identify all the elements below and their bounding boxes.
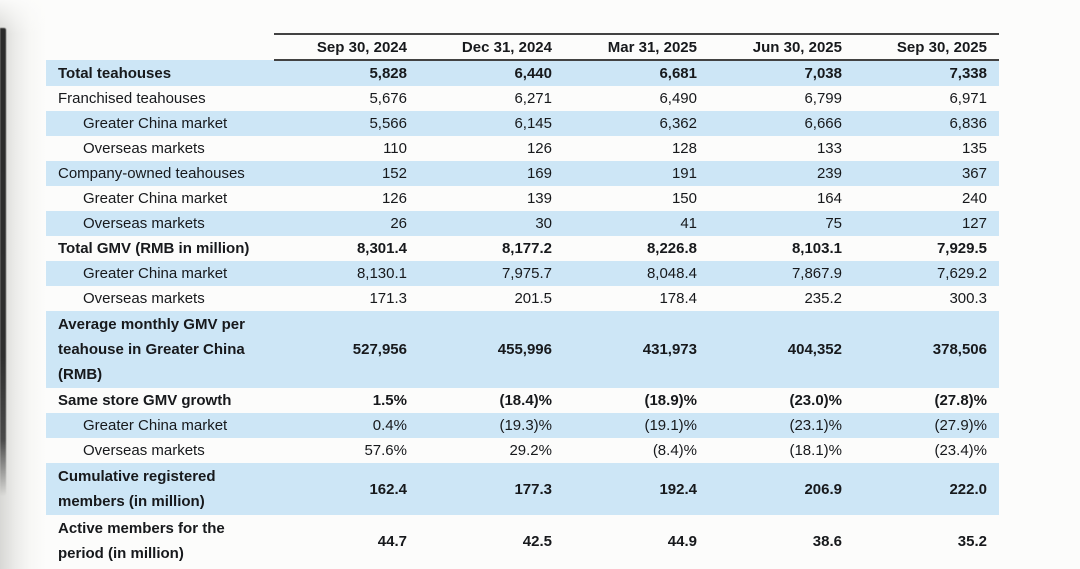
cell-value: 6,271 bbox=[514, 90, 552, 107]
cell-value: 6,971 bbox=[949, 90, 987, 107]
cell-value: 8,130.1 bbox=[356, 265, 407, 282]
row-label: Total teahouses bbox=[58, 64, 172, 82]
cell-value: 300.3 bbox=[949, 290, 987, 307]
cell-value: 110 bbox=[383, 140, 407, 157]
cell-value: 5,676 bbox=[369, 90, 407, 107]
cell-value: 8,226.8 bbox=[646, 240, 697, 257]
cell-value: 152 bbox=[381, 165, 407, 182]
row-label: Average monthly GMV per teahouse in Greater China (RMB) bbox=[58, 316, 245, 383]
cell-value: 5,566 bbox=[369, 115, 407, 132]
cell-value: 1.5% bbox=[372, 392, 407, 409]
cell-value: 191 bbox=[671, 165, 697, 182]
column-header: Mar 31, 2025 bbox=[564, 34, 709, 60]
cell-value: (18.1)% bbox=[789, 442, 842, 459]
table-row bbox=[46, 438, 999, 463]
table-row bbox=[46, 60, 999, 86]
cell-value: 30 bbox=[535, 215, 552, 232]
quarterly-metrics-table bbox=[46, 33, 999, 567]
cell-value: 206.9 bbox=[804, 480, 842, 498]
cell-value: 7,929.5 bbox=[936, 240, 987, 257]
cell-value: 6,362 bbox=[659, 115, 697, 132]
cell-value: 41 bbox=[680, 215, 697, 232]
table-row bbox=[46, 211, 999, 236]
header-row bbox=[46, 34, 999, 60]
cell-value: 6,145 bbox=[514, 115, 552, 132]
cell-value: 240 bbox=[961, 190, 987, 207]
cell-value: 150 bbox=[671, 190, 697, 207]
cell-value: 7,629.2 bbox=[936, 265, 987, 282]
cell-value: (19.1)% bbox=[644, 417, 697, 434]
table-row bbox=[46, 286, 999, 311]
page-left-edge-line bbox=[0, 28, 6, 496]
row-label: Active members for the period (in million) bbox=[58, 520, 225, 562]
table-row bbox=[46, 86, 999, 111]
cell-value: 455,996 bbox=[497, 341, 552, 358]
cell-value: 8,103.1 bbox=[791, 240, 842, 257]
cell-value: 8,048.4 bbox=[646, 265, 697, 282]
cell-value: 171.3 bbox=[369, 290, 407, 307]
table-row bbox=[46, 515, 999, 567]
page-left-edge-highlight bbox=[0, 0, 46, 34]
table-row bbox=[46, 463, 999, 515]
row-label: Same store GMV growth bbox=[58, 392, 232, 409]
row-label: Overseas markets bbox=[83, 140, 205, 157]
column-header: Sep 30, 2025 bbox=[854, 34, 999, 60]
cell-value: 139 bbox=[526, 190, 552, 207]
table-row bbox=[46, 186, 999, 211]
cell-value: 192.4 bbox=[659, 480, 697, 498]
cell-value: 201.5 bbox=[514, 290, 552, 307]
cell-value: 6,799 bbox=[804, 90, 842, 107]
cell-value: 35.2 bbox=[957, 532, 987, 550]
cell-value: 6,681 bbox=[659, 65, 697, 82]
row-label: Company-owned teahouses bbox=[58, 165, 245, 182]
cell-value: 6,666 bbox=[804, 115, 842, 132]
cell-value: (23.1)% bbox=[789, 417, 842, 434]
cell-value: 7,975.7 bbox=[501, 265, 552, 282]
cell-value: 133 bbox=[816, 140, 842, 157]
row-label: Total GMV (RMB in million) bbox=[58, 240, 250, 257]
table-body bbox=[46, 60, 999, 567]
row-label: Overseas markets bbox=[83, 290, 205, 307]
cell-value: 7,338 bbox=[949, 65, 987, 82]
cell-value: 367 bbox=[961, 165, 987, 182]
cell-value: 7,867.9 bbox=[791, 265, 842, 282]
column-header: Jun 30, 2025 bbox=[709, 34, 854, 60]
cell-value: 178.4 bbox=[659, 290, 697, 307]
cell-value: 164 bbox=[816, 190, 842, 207]
cell-value: 38.6 bbox=[812, 532, 842, 550]
cell-value: 44.9 bbox=[667, 532, 697, 550]
cell-value: 57.6% bbox=[364, 442, 407, 459]
table-row bbox=[46, 136, 999, 161]
cell-value: 6,490 bbox=[659, 90, 697, 107]
page-left-edge-shadow bbox=[0, 0, 46, 569]
cell-value: 162.4 bbox=[369, 480, 407, 498]
cell-value: (27.8)% bbox=[934, 392, 987, 409]
row-label: Overseas markets bbox=[83, 215, 205, 232]
cell-value: (18.4)% bbox=[499, 392, 552, 409]
cell-value: 235.2 bbox=[804, 290, 842, 307]
cell-value: 239 bbox=[816, 165, 842, 182]
cell-value: 6,440 bbox=[514, 65, 552, 82]
cell-value: (18.9)% bbox=[644, 392, 697, 409]
cell-value: 527,956 bbox=[352, 341, 407, 358]
row-label: Greater China market bbox=[83, 115, 228, 132]
cell-value: (19.3)% bbox=[499, 417, 552, 434]
table-row bbox=[46, 311, 999, 388]
row-label: Franchised teahouses bbox=[58, 90, 206, 107]
cell-value: 169 bbox=[526, 165, 552, 182]
cell-value: 44.7 bbox=[377, 532, 407, 550]
cell-value: (23.0)% bbox=[789, 392, 842, 409]
cell-value: 5,828 bbox=[369, 65, 407, 82]
row-label: Greater China market bbox=[83, 265, 228, 282]
table-row bbox=[46, 161, 999, 186]
cell-value: 42.5 bbox=[522, 532, 552, 550]
column-header: Sep 30, 2024 bbox=[274, 34, 419, 60]
row-label: Overseas markets bbox=[83, 442, 205, 459]
cell-value: 7,038 bbox=[804, 65, 842, 82]
row-label: Cumulative registered members (in million) bbox=[58, 468, 216, 510]
table-row bbox=[46, 388, 999, 413]
cell-value: 6,836 bbox=[949, 115, 987, 132]
table-row bbox=[46, 236, 999, 261]
cell-value: 177.3 bbox=[514, 480, 552, 498]
table-row bbox=[46, 413, 999, 438]
cell-value: 0.4% bbox=[372, 417, 407, 434]
cell-value: 75 bbox=[825, 215, 842, 232]
cell-value: (8.4)% bbox=[652, 442, 697, 459]
row-label: Greater China market bbox=[83, 417, 228, 434]
cell-value: 8,177.2 bbox=[501, 240, 552, 257]
cell-value: (23.4)% bbox=[934, 442, 987, 459]
cell-value: 378,506 bbox=[932, 341, 987, 358]
cell-value: 135 bbox=[961, 140, 987, 157]
cell-value: 222.0 bbox=[949, 480, 987, 498]
table-row bbox=[46, 111, 999, 136]
cell-value: 26 bbox=[390, 215, 407, 232]
cell-value: (27.9)% bbox=[934, 417, 987, 434]
column-header: Dec 31, 2024 bbox=[419, 34, 564, 60]
cell-value: 127 bbox=[961, 215, 987, 232]
cell-value: 404,352 bbox=[787, 341, 842, 358]
cell-value: 128 bbox=[671, 140, 697, 157]
cell-value: 431,973 bbox=[642, 341, 697, 358]
cell-value: 126 bbox=[526, 140, 552, 157]
cell-value: 8,301.4 bbox=[356, 240, 407, 257]
cell-value: 126 bbox=[381, 190, 407, 207]
row-label: Greater China market bbox=[83, 190, 228, 207]
table-row bbox=[46, 261, 999, 286]
cell-value: 29.2% bbox=[509, 442, 552, 459]
corner-cell bbox=[46, 34, 274, 60]
